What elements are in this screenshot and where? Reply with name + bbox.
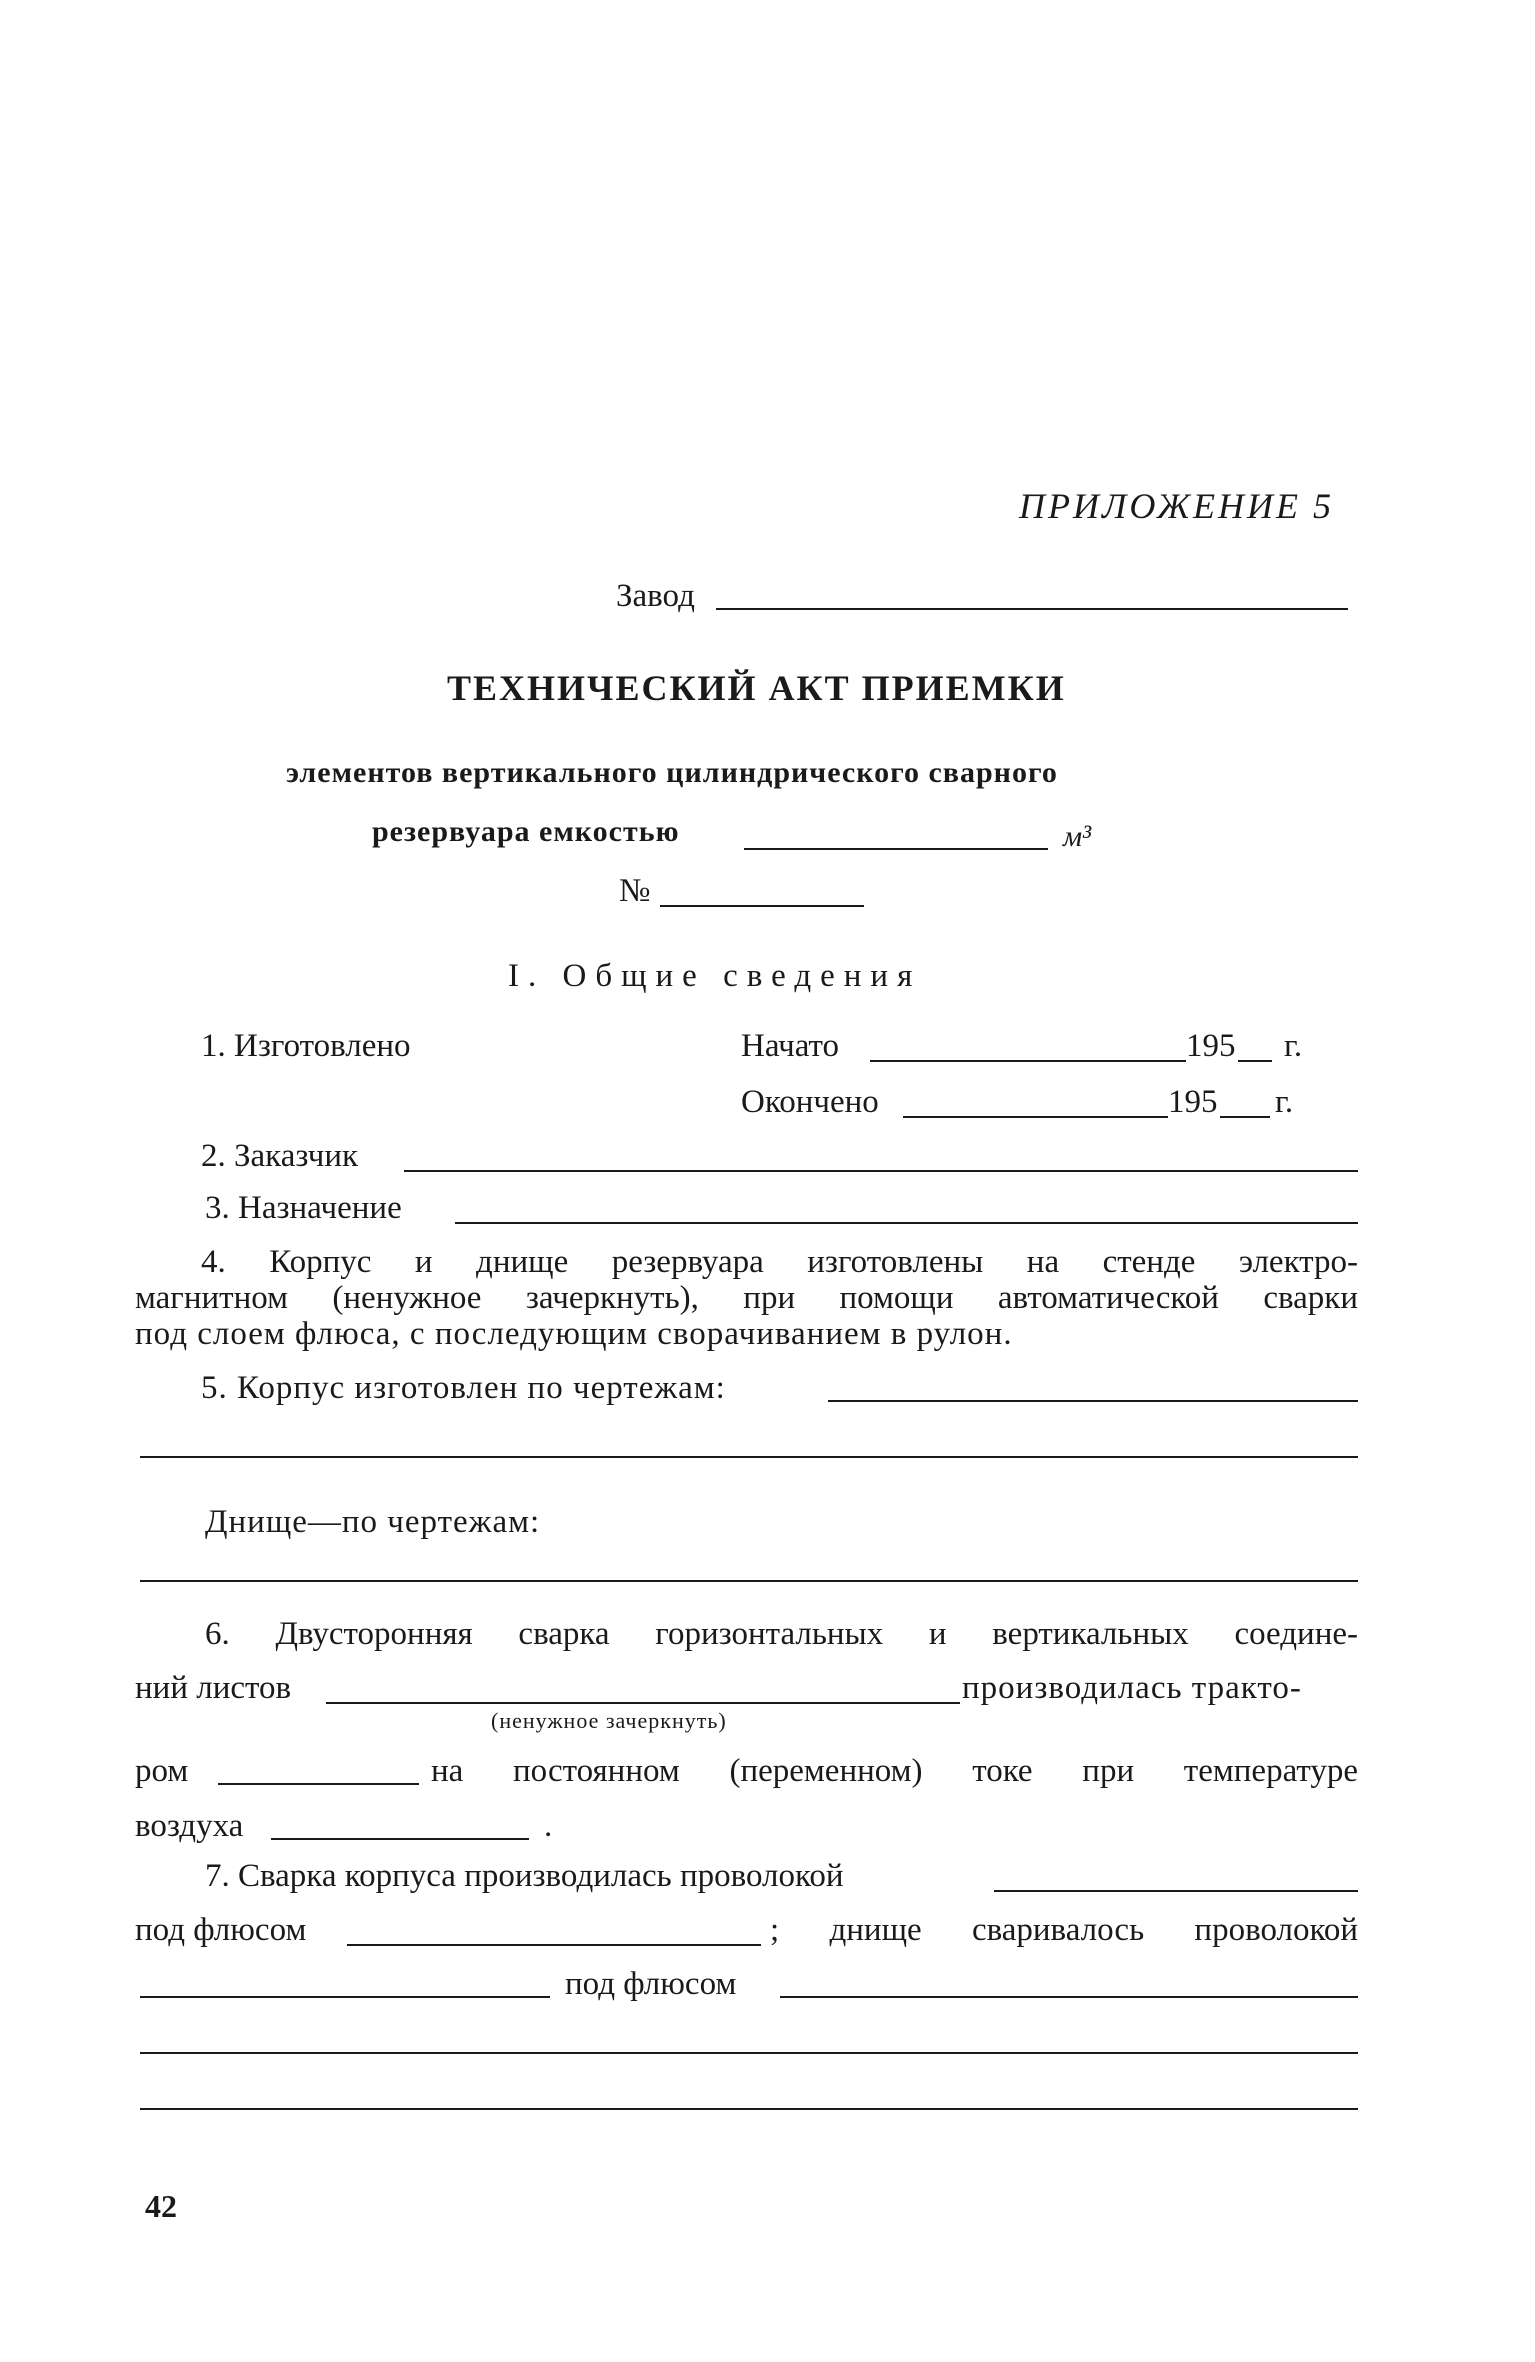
item6-line2-start: ний листов <box>135 1670 292 1706</box>
item6-line3-start: ром <box>135 1753 189 1789</box>
bottom-flux-field[interactable] <box>780 1996 1358 1998</box>
subtitle-line2: резервуара емкостью <box>372 815 680 848</box>
finished-year-suffix: г. <box>1275 1084 1294 1120</box>
item7-line2-start: под флюсом <box>135 1912 307 1948</box>
started-year-suffix: г. <box>1284 1028 1303 1064</box>
hull-wire-field[interactable] <box>994 1890 1358 1892</box>
item7-line2-end: ; днище сваривалось проволокой <box>770 1914 1358 1947</box>
item4-line1: 4. Корпус и днище резервуара изготовлены на стенде электро- <box>201 1246 1358 1279</box>
sheets-field[interactable] <box>326 1702 960 1704</box>
document-title: ТЕХНИЧЕСКИЙ АКТ ПРИЕМКИ <box>447 668 1066 708</box>
item7-line1: 7. Сварка корпуса производилась проволокой <box>205 1858 844 1894</box>
item7-line3: под флюсом <box>565 1966 737 2002</box>
finished-label: Окончено <box>741 1084 879 1120</box>
strike-note: (ненужное зачеркнуть) <box>491 1708 727 1733</box>
purpose-label: 3. Назначение <box>205 1190 402 1226</box>
extra-line-2[interactable] <box>140 2108 1358 2110</box>
capacity-field[interactable] <box>744 848 1048 850</box>
item5-label: 5. Корпус изготовлен по чертежам: <box>201 1370 726 1406</box>
customer-field[interactable] <box>404 1170 1358 1172</box>
section-heading: I. Общие сведения <box>508 958 922 994</box>
page-number: 42 <box>145 2188 177 2224</box>
bottom-drawings-label: Днище—по чертежам: <box>205 1504 541 1540</box>
item1-label: 1. Изготовлено <box>201 1028 411 1064</box>
started-date-field[interactable] <box>870 1060 1186 1062</box>
air-temperature-field[interactable] <box>271 1838 529 1840</box>
subtitle-line1: элементов вертикального цилиндрического сварного <box>286 756 1058 789</box>
appendix-label: ПРИЛОЖЕНИЕ 5 <box>1019 486 1334 526</box>
customer-label: 2. Заказчик <box>201 1138 359 1174</box>
hull-flux-field[interactable] <box>347 1944 761 1946</box>
finished-year: 195 <box>1168 1084 1218 1120</box>
started-year-field[interactable] <box>1238 1060 1272 1062</box>
number-label: № <box>619 873 651 909</box>
item6-line4-start: воздуха <box>135 1808 244 1844</box>
plant-label: Завод <box>616 578 695 614</box>
item6-line2-end: производилась тракто- <box>962 1670 1302 1706</box>
unit-label: м³ <box>1063 820 1092 853</box>
hull-drawings-field[interactable] <box>828 1400 1358 1402</box>
plant-field[interactable] <box>716 608 1348 610</box>
extra-line-1[interactable] <box>140 2052 1358 2054</box>
started-label: Начато <box>741 1028 840 1064</box>
number-field[interactable] <box>660 905 864 907</box>
bottom-drawings-field[interactable] <box>140 1580 1358 1582</box>
hull-drawings-field-2[interactable] <box>140 1456 1358 1458</box>
finished-date-field[interactable] <box>903 1116 1168 1118</box>
item6-line4-end: . <box>544 1808 553 1844</box>
item4-line3: под слоем флюса, с последующим сворачиванием в рулон. <box>135 1316 1013 1352</box>
finished-year-field[interactable] <box>1220 1116 1270 1118</box>
purpose-field[interactable] <box>455 1222 1358 1224</box>
item6-line1: 6. Двусторонняя сварка горизонтальных и вертикальных соедине- <box>205 1618 1358 1651</box>
item4-line2: магнитном (ненужное зачеркнуть), при помощи автоматической сварки <box>135 1282 1358 1315</box>
item6-line3-end: на постоянном (переменном) токе при температуре <box>431 1755 1358 1788</box>
started-year: 195 <box>1186 1028 1236 1064</box>
bottom-wire-field[interactable] <box>140 1996 550 1998</box>
tractor-field[interactable] <box>218 1783 419 1785</box>
